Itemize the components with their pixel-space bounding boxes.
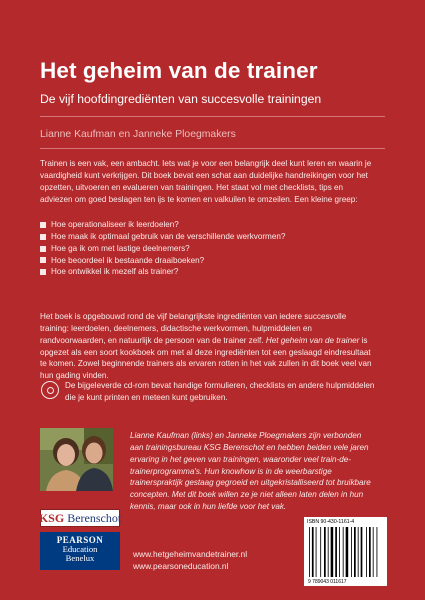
cd-rom-icon bbox=[41, 381, 59, 399]
ksg-berenschot-logo bbox=[40, 509, 120, 527]
logo-text: KSG bbox=[38, 510, 65, 525]
logo-text: Berenschot bbox=[67, 510, 122, 525]
checkbox-icon bbox=[40, 269, 46, 275]
cdrom-note bbox=[40, 380, 375, 416]
barcode-digits: 9 789043 011617 bbox=[308, 579, 347, 585]
checklist-item bbox=[40, 255, 375, 267]
checklist-item-label: Hoe maak ik optimaal gebruik van de verschillende werkvormen? bbox=[51, 231, 286, 241]
checkbox-icon bbox=[40, 234, 46, 240]
book-subtitle: De vijf hoofdingrediënten van succesvolle trainingen bbox=[40, 92, 322, 106]
checklist-item-label: Hoe operationaliseer ik leerdoelen? bbox=[51, 220, 179, 229]
logo-text: Education bbox=[62, 544, 98, 554]
checklist-item bbox=[40, 219, 375, 231]
structure-paragraph bbox=[40, 311, 375, 382]
checkbox-icon bbox=[40, 246, 46, 252]
intro-paragraph: Trainen is een vak, een ambacht. Iets wat je voor een belangrijk deel kunt leren en waarin je vaardigheid kunt verkrijgen. Dit boek bevat een schat aan duidelijke handreikingen voor het opzetten, uitvoeren en evalueren van trainingen. Het staat vol met checklists, tips en adviezen om goed beslagen ten ijs te komen en valkuilen te omzeilen. Een kleine greep: bbox=[40, 159, 372, 204]
barcode-box bbox=[304, 517, 387, 586]
checklist-item bbox=[40, 266, 375, 278]
divider bbox=[40, 148, 385, 149]
checklist-item-label: Hoe beoordeel ik bestaande draaiboeken? bbox=[51, 255, 205, 265]
author-bio: Lianne Kaufman (links) en Janneke Ploegmakers zijn verbonden aan trainingsbureau KSG Berenschot en hebben beiden vele jaren ervaring in het geven van trainingen, waaronder veel train-de-trainerprogramma's. Hun knowhow is in de weerbarstige trainerspraktijk gestaag gegroeid en uitgekristalliseerd tot bruikbare concepten. Met dit boek willen ze je niet alleen laten delen in hun kennis, maar ook in hun liefde voor het vak. bbox=[130, 431, 371, 512]
checklist-item-label: Hoe ontwikkel ik mezelf als trainer? bbox=[51, 267, 179, 277]
barcode-icon bbox=[309, 527, 382, 577]
checklist-item-label: Hoe ga ik om met lastige deelnemers? bbox=[51, 243, 190, 253]
checklist-item bbox=[40, 243, 375, 255]
pearson-logo bbox=[40, 532, 120, 570]
author-names: Lianne Kaufman en Janneke Ploegmakers bbox=[40, 129, 236, 140]
divider bbox=[40, 116, 385, 117]
logo-text: Benelux bbox=[65, 553, 95, 563]
website-link[interactable]: www.hetgeheimvandetrainer.nl bbox=[133, 549, 248, 559]
book-title: Het geheim van de trainer bbox=[40, 58, 318, 83]
checkbox-icon bbox=[40, 257, 46, 263]
paragraph-text: is opgezet als een soort kookboek om met al deze ingrediënten tot een geslaagd eindresultaat te komen. Zowel beginnende trainers als ervaren rotten in het vak zullen in dit boek veel van hun gading vinden. bbox=[40, 335, 372, 381]
cdrom-text: De bijgeleverde cd-rom bevat handige formulieren, checklists en andere hulpmiddelen die je kunt printen en meteen kunt gebruiken. bbox=[65, 381, 375, 402]
isbn-number: ISBN 90-430-1161-4 bbox=[307, 519, 355, 525]
book-title-reference: Het geheim van de trainer bbox=[265, 335, 360, 345]
author-photo bbox=[40, 428, 113, 491]
checklist bbox=[40, 219, 375, 278]
checklist-item bbox=[40, 231, 375, 243]
paragraph-text: Het boek is opgebouwd rond de vijf belangrijkste ingrediënten van iedere succesvolle training: leerdoelen, deelnemers, didactische werkvormen, hulpmiddelen en randvoorwaarden, en natuurlijk de persoon van de trainer zelf. bbox=[40, 312, 347, 345]
checkbox-icon bbox=[40, 222, 46, 228]
website-list bbox=[133, 548, 247, 572]
logo-text: PEARSON bbox=[56, 535, 104, 545]
website-link[interactable]: www.pearsoneducation.nl bbox=[133, 561, 229, 571]
